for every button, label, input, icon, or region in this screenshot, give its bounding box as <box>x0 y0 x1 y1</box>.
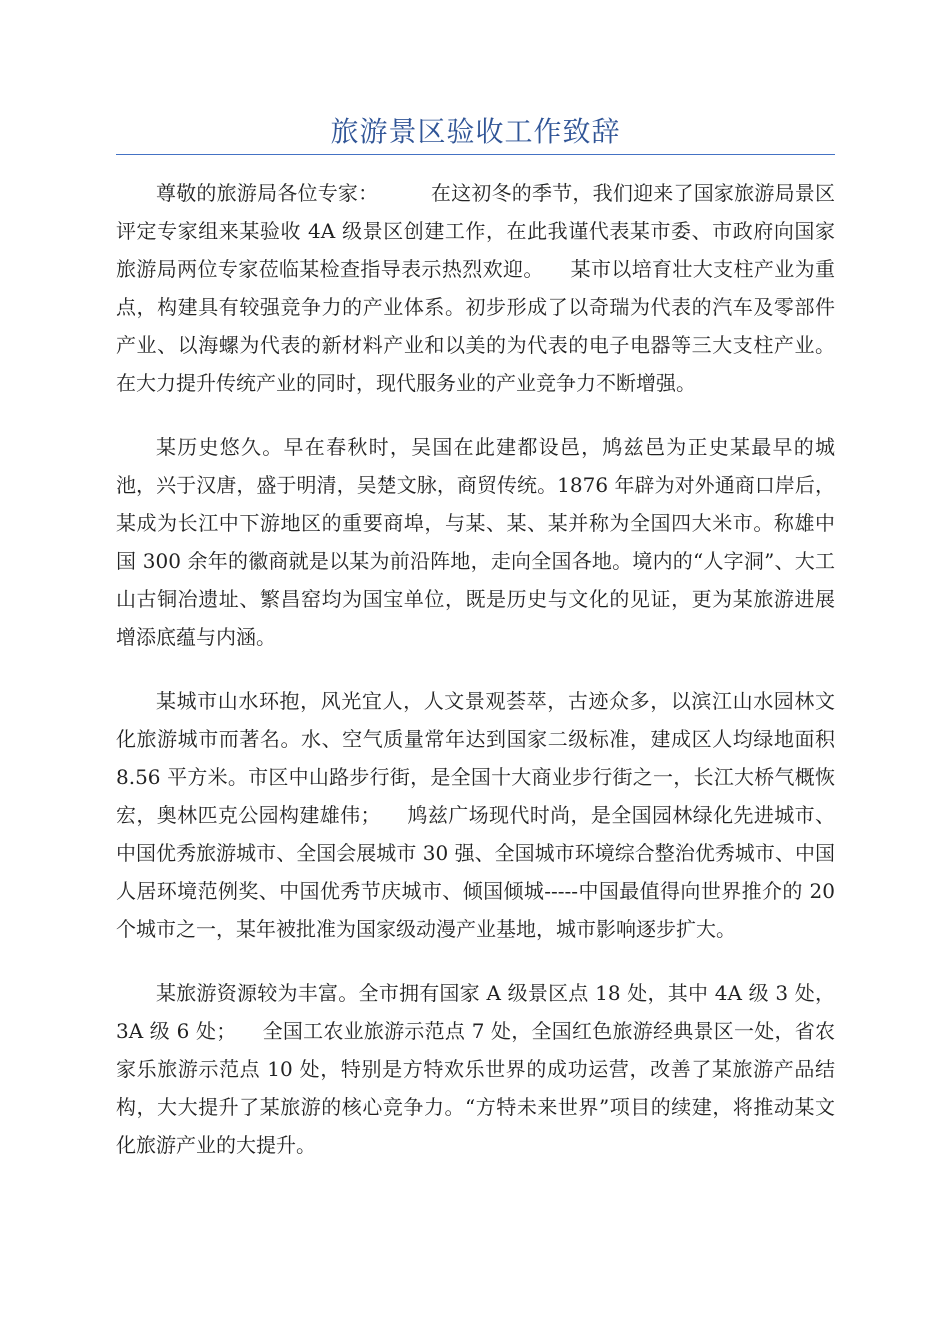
document-title: 旅游景区验收工作致辞 <box>330 115 621 148</box>
paragraph-city-scenery: 某城市山水环抱，风光宜人，人文景观荟萃，古迹众多，以滨江山水园林文化旅游城市而著名。水、空气质量常年达到国家二级标准，建成区人均绿地面积 8.56 平方米。市区中山路步行街，是全国十大商业步行街之一，长江大桥气概恢宏，奥林匹克公园构建雄伟； 鸠兹广场现代时尚，是全国园林绿化先进城市、中国优秀旅游城市、全国会展城市 30 强、全国城市环境综合整治优秀城市、中国人居环境范例奖、中国优秀节庆城市、倾国倾城-----中国最值得向世界推介的 20 个城市之一，某年被批准为国家级动漫产业基地，城市影响逐步扩大。 <box>116 689 842 941</box>
document-body <box>116 174 842 1190</box>
paragraph-welcome: 尊敬的旅游局各位专家： 在这初冬的季节，我们迎来了国家旅游局景区评定专家组来某验收 4A 级景区创建工作，在此我谨代表某市委、市政府向国家旅游局两位专家莅临某检查指导表示热烈欢迎。 某市以培育壮大支柱产业为重点，构建具有较强竞争力的产业体系。初步形成了以奇瑞为代表的汽车及零部件产业、以海螺为代表的新材料产业和以美的为代表的电子电器等三大支柱产业。在大力提升传统产业的同时，现代服务业的产业竞争力不断增强。 <box>116 181 835 395</box>
paragraph-history: 某历史悠久。早在春秋时，吴国在此建都设邑，鸠兹邑为正史某最早的城池，兴于汉唐，盛于明清，吴楚文脉，商贸传统。1876 年辟为对外通商口岸后，某成为长江中下游地区的重要商埠，与某、某、某并称为全国四大米市。称雄中国 300 余年的徽商就是以某为前沿阵地，走向全国各地。境内的“人字洞”、大工山古铜冶遗址、繁昌窑均为国宝单位，既是历史与文化的见证，更为某旅游进展增添底蕴与内涵。 <box>116 435 835 649</box>
title-underline-rule <box>116 154 835 155</box>
paragraph-tourism-resources: 某旅游资源较为丰富。全市拥有国家 A 级景区点 18 处，其中 4A 级 3 处，3A 级 6 处； 全国工农业旅游示范点 7 处，全国红色旅游经典景区一处，省农家乐旅游示范点 10 处，特别是方特欢乐世界的成功运营，改善了某旅游产品结构，大大提升了某旅游的核心竞争力。“方特未来世界”项目的续建，将推动某文化旅游产业的大提升。 <box>116 981 835 1157</box>
